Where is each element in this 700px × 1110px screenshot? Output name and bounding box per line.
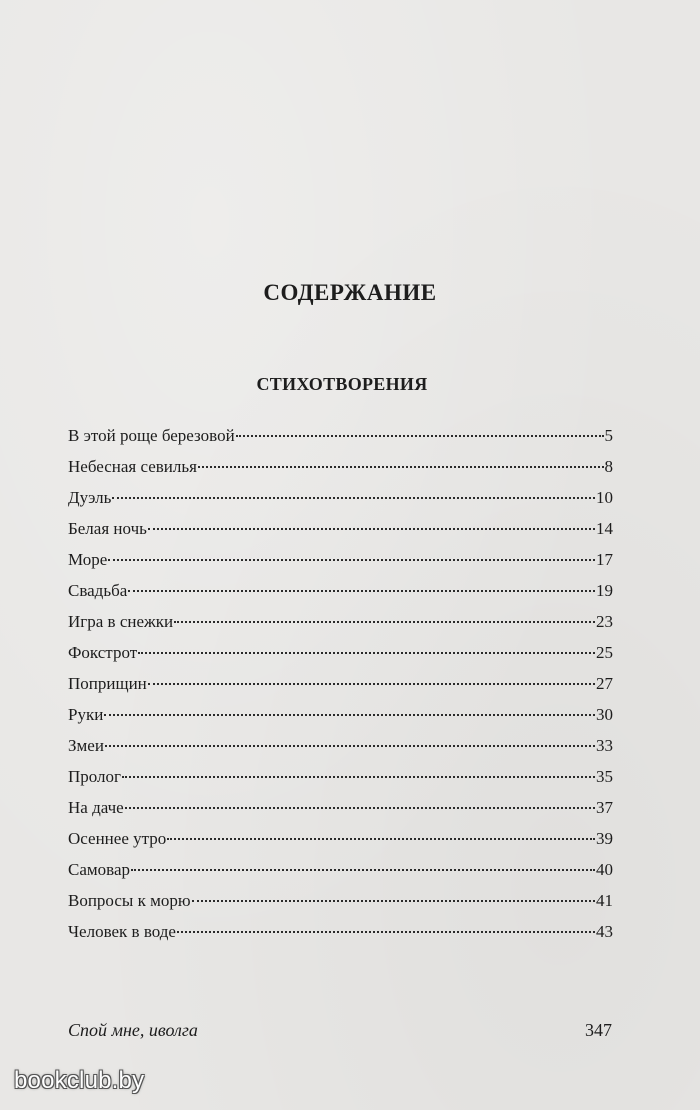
toc-entry-title: Руки — [68, 705, 104, 724]
toc-entry — [68, 637, 613, 668]
toc-entry-title: Белая ночь — [68, 519, 147, 538]
dot-leader — [177, 931, 595, 933]
dot-leader — [148, 528, 595, 530]
toc-entry — [68, 606, 613, 637]
toc-entry-page: 19 — [596, 581, 613, 600]
toc-entry-title: Осеннее утро — [68, 829, 167, 848]
toc-entry-page: 10 — [596, 488, 613, 507]
toc-entry — [68, 575, 613, 606]
toc-entry-page: 40 — [596, 860, 613, 879]
toc-entry-title: Небесная севилья — [68, 457, 197, 476]
section-title: СТИХОТВОРЕНИЯ — [256, 374, 428, 394]
dot-leader — [174, 621, 595, 623]
dot-leader — [122, 776, 595, 778]
toc-entry-title: Игра в снежки — [68, 612, 174, 631]
running-footer-title: Спой мне, иволга — [68, 1020, 198, 1040]
dot-leader — [198, 466, 604, 468]
toc-entry — [68, 792, 613, 823]
dot-leader — [131, 869, 595, 871]
dot-leader — [128, 590, 595, 592]
toc-entry-title: Свадьба — [68, 581, 128, 600]
toc-entry — [68, 823, 613, 854]
toc-entry-page: 23 — [596, 612, 613, 631]
toc-entry-page: 14 — [596, 519, 613, 538]
toc-entry-page: 8 — [604, 457, 613, 476]
toc-entry — [68, 730, 613, 761]
toc-entry — [68, 451, 613, 482]
toc-entry — [68, 854, 613, 885]
toc-entry-page: 33 — [596, 736, 613, 755]
toc-entry-title: Поприщин — [68, 674, 147, 693]
toc-entry-page: 27 — [596, 674, 613, 693]
page-title: СОДЕРЖАНИЕ — [263, 280, 437, 305]
dot-leader — [104, 714, 595, 716]
dot-leader — [108, 559, 595, 561]
toc-entry — [68, 420, 613, 451]
dot-leader — [148, 683, 595, 685]
toc-entry-title: В этой роще березовой — [68, 426, 235, 445]
dot-leader — [125, 807, 595, 809]
toc-entry — [68, 761, 613, 792]
dot-leader — [167, 838, 595, 840]
toc-entry — [68, 699, 613, 730]
toc-entry-title: Фокстрот — [68, 643, 138, 662]
toc-entry-page: 39 — [596, 829, 613, 848]
toc-entry-page: 35 — [596, 767, 613, 786]
toc-entry-title: Человек в воде — [68, 922, 176, 941]
toc-entry-title: На даче — [68, 798, 124, 817]
toc-entry — [68, 668, 613, 699]
page-number: 347 — [585, 1020, 612, 1040]
toc-entry — [68, 482, 613, 513]
dot-leader — [236, 435, 604, 437]
toc-entry-page: 43 — [596, 922, 613, 941]
toc-entry-title: Дуэль — [68, 488, 112, 507]
toc-entry — [68, 544, 613, 575]
watermark: bookclub.by — [14, 1067, 145, 1094]
toc-entry-title: Море — [68, 550, 108, 569]
toc-entry-page: 30 — [596, 705, 613, 724]
toc-entry-title: Самовар — [68, 860, 130, 879]
toc-entry-title: Пролог — [68, 767, 122, 786]
dot-leader — [105, 745, 595, 747]
dot-leader — [112, 497, 595, 499]
toc-entry-page: 5 — [604, 426, 613, 445]
toc-entry-page: 17 — [596, 550, 613, 569]
toc-entry-page: 41 — [596, 891, 613, 910]
toc-entry — [68, 916, 613, 947]
toc-entry-title: Вопросы к морю — [68, 891, 191, 910]
table-of-contents — [68, 420, 613, 947]
dot-leader — [138, 652, 595, 654]
toc-entry — [68, 513, 613, 544]
toc-entry-title: Змеи — [68, 736, 104, 755]
toc-entry — [68, 885, 613, 916]
dot-leader — [192, 900, 595, 902]
toc-entry-page: 25 — [596, 643, 613, 662]
toc-entry-page: 37 — [596, 798, 613, 817]
